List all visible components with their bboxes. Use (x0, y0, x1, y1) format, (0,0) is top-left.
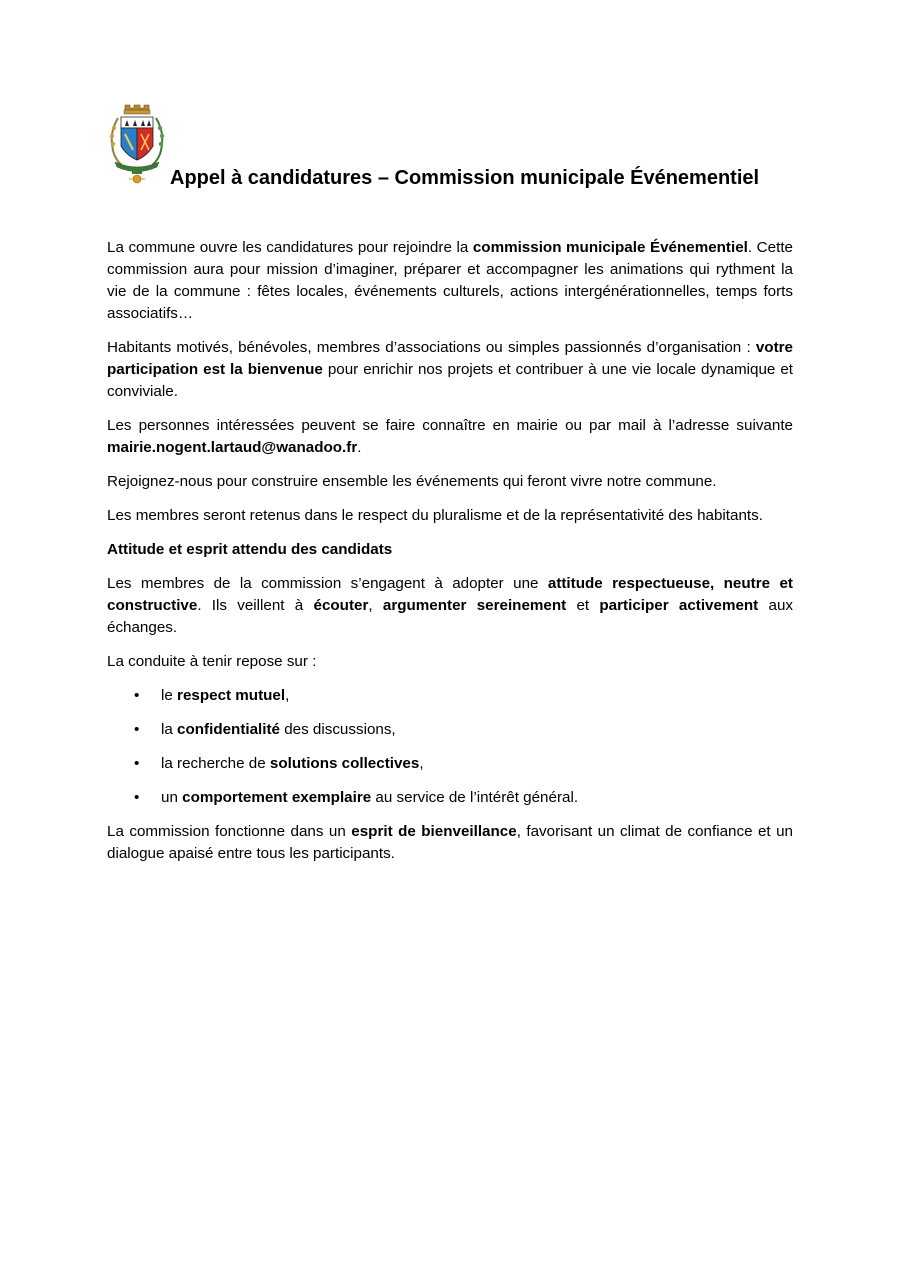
list-item (107, 719, 793, 741)
section-heading-text: Attitude et esprit attendu des candidats (107, 541, 393, 558)
document-body (107, 237, 793, 877)
list-item-bold: confidentialité (177, 721, 280, 738)
list-item (107, 787, 793, 809)
attitude-text-4: et (566, 597, 600, 614)
attitude-bold-4: participer activement (599, 597, 759, 614)
closing-text-end: , favorisant un climat de confiance et un dialogue apaisé entre tous les participants. (107, 823, 793, 862)
contact-paragraph (107, 415, 793, 459)
bullet-icon: • (134, 721, 140, 738)
attitude-bold-1: attitude respectueuse, neutre et constructive (107, 575, 793, 614)
intro-commission-name: commission municipale Événementiel (472, 239, 748, 256)
list-item (107, 753, 793, 775)
attitude-text-2: . Ils veillent à (197, 597, 314, 614)
list-item-prefix: la (161, 721, 178, 738)
intro-paragraph (107, 237, 793, 325)
intro-text-start: La commune ouvre les candidatures pour rejoindre la (107, 239, 473, 256)
bullet-icon: • (134, 755, 140, 772)
coat-of-arms-icon (105, 104, 169, 186)
attitude-bold-2: écouter (313, 597, 369, 614)
list-item-bold: solutions collectives (269, 755, 420, 772)
intro-text-end: . Cette commission aura pour mission d’imaginer, préparer et accompagner les animations qui rythment la vie de la commune : fêtes locales, événements culturels, actions intergénérationnelles, temps forts associatifs… (107, 239, 793, 322)
list-item-bold: respect mutuel (177, 687, 286, 704)
closing-text-start: La commission fonctionne dans un (107, 823, 352, 840)
join-paragraph: Rejoignez-nous pour construire ensemble les événements qui feront vivre notre commune. (107, 473, 717, 490)
conduct-intro: La conduite à tenir repose sur : (107, 653, 317, 670)
selection-paragraph: Les membres seront retenus dans le respect du pluralisme et de la représentativité des habitants. (107, 507, 763, 524)
list-item-suffix: , (285, 687, 290, 704)
audience-text-end: pour enrichir nos projets et contribuer à une vie locale dynamique et conviviale. (107, 361, 793, 400)
list-item-prefix: un (161, 789, 183, 806)
attitude-paragraph (107, 573, 793, 639)
list-item-suffix: , (419, 755, 424, 772)
list-item-suffix: au service de l’intérêt général. (371, 789, 579, 806)
audience-welcome: votre participation est la bienvenue (107, 339, 793, 378)
list-item-suffix: des discussions, (280, 721, 396, 738)
audience-text-start: Habitants motivés, bénévoles, membres d’associations ou simples passionnés d’organisation : (107, 339, 756, 356)
closing-paragraph (107, 821, 793, 865)
contact-text-end: . (357, 439, 362, 456)
closing-bold: esprit de bienveillance (351, 823, 517, 840)
list-item-prefix: la recherche de (161, 755, 270, 772)
conduct-list (107, 685, 793, 809)
audience-paragraph (107, 337, 793, 403)
page-title: Appel à candidatures – Commission municipale Événementiel (170, 167, 760, 189)
list-item-prefix: le (161, 687, 178, 704)
contact-email[interactable]: mairie.nogent.lartaud@wanadoo.fr (107, 439, 358, 456)
attitude-bold-3: argumenter sereinement (382, 597, 567, 614)
attitude-text-5: aux échanges. (107, 597, 793, 636)
attitude-text-3: , (368, 597, 383, 614)
section-heading (107, 539, 793, 561)
attitude-text-1: Les membres de la commission s’engagent à adopter une (107, 575, 548, 592)
bullet-icon: • (134, 687, 140, 704)
contact-text: Les personnes intéressées peuvent se faire connaître en mairie ou par mail à l’adresse suivante (107, 417, 793, 434)
list-item (107, 685, 793, 707)
list-item-bold: comportement exemplaire (182, 789, 372, 806)
bullet-icon: • (134, 789, 140, 806)
